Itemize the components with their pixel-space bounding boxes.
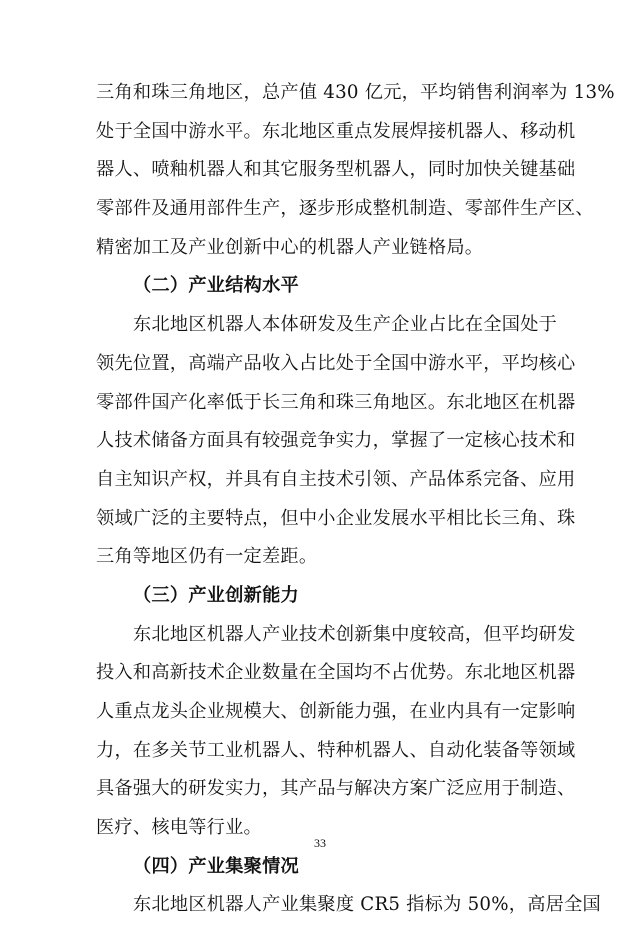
text-line: 处于全国中游水平。东北地区重点发展焊接机器人、移动机 [96, 120, 576, 142]
section-heading: （二）产业结构水平 [133, 275, 299, 297]
section-heading: （三）产业创新能力 [133, 584, 299, 606]
text-line: 领域广泛的主要特点，但中小企业发展水平相比长三角、珠 [96, 507, 576, 529]
text-line: 投入和高新技术企业数量在全国均不占优势。东北地区机器 [96, 662, 576, 684]
text-line: 三角和珠三角地区，总产值 430 亿元，平均销售利润率为 13% [96, 82, 615, 103]
text-line: 人重点龙头企业规模大、创新能力强，在业内具有一定影响 [96, 701, 576, 722]
text-line: 零部件国产化率低于长三角和珠三角地区。东北地区在机器 [96, 391, 576, 413]
section-heading: （四）产业集聚情况 [133, 855, 299, 877]
text-line: 具备强大的研发实力，其产品与解决方案广泛应用于制造、 [96, 778, 576, 800]
page-number: 33 [314, 836, 326, 850]
text-line: 零部件及通用部件生产，逐步形成整机制造、零部件生产区、 [96, 198, 594, 220]
text-line: 东北地区机器人产业集聚度 CR5 指标为 50%，高居全国 [133, 894, 601, 916]
text-line: 自主知识产权，并具有自主技术引领、产品体系完备、应用 [96, 468, 576, 490]
text-line: 领先位置，高端产品收入占比处于全国中游水平，平均核心 [96, 352, 576, 374]
text-line: 器人、喷釉机器人和其它服务型机器人，同时加快关键基础 [96, 159, 576, 181]
text-line: 三角等地区仍有一定差距。 [96, 546, 318, 568]
text-line: 医疗、核电等行业。 [96, 817, 262, 839]
text-line: 精密加工及产业创新中心的机器人产业链格局。 [96, 236, 484, 258]
text-line: 人技术储备方面具有较强竞争实力，掌握了一定核心技术和 [96, 430, 576, 452]
text-line: 东北地区机器人产业技术创新集中度较高，但平均研发 [133, 623, 576, 645]
document-body [96, 74, 615, 925]
text-line: 力，在多关节工业机器人、特种机器人、自动化装备等领域 [96, 739, 576, 761]
text-line: 东北地区机器人本体研发及生产企业占比在全国处于 [133, 314, 558, 336]
